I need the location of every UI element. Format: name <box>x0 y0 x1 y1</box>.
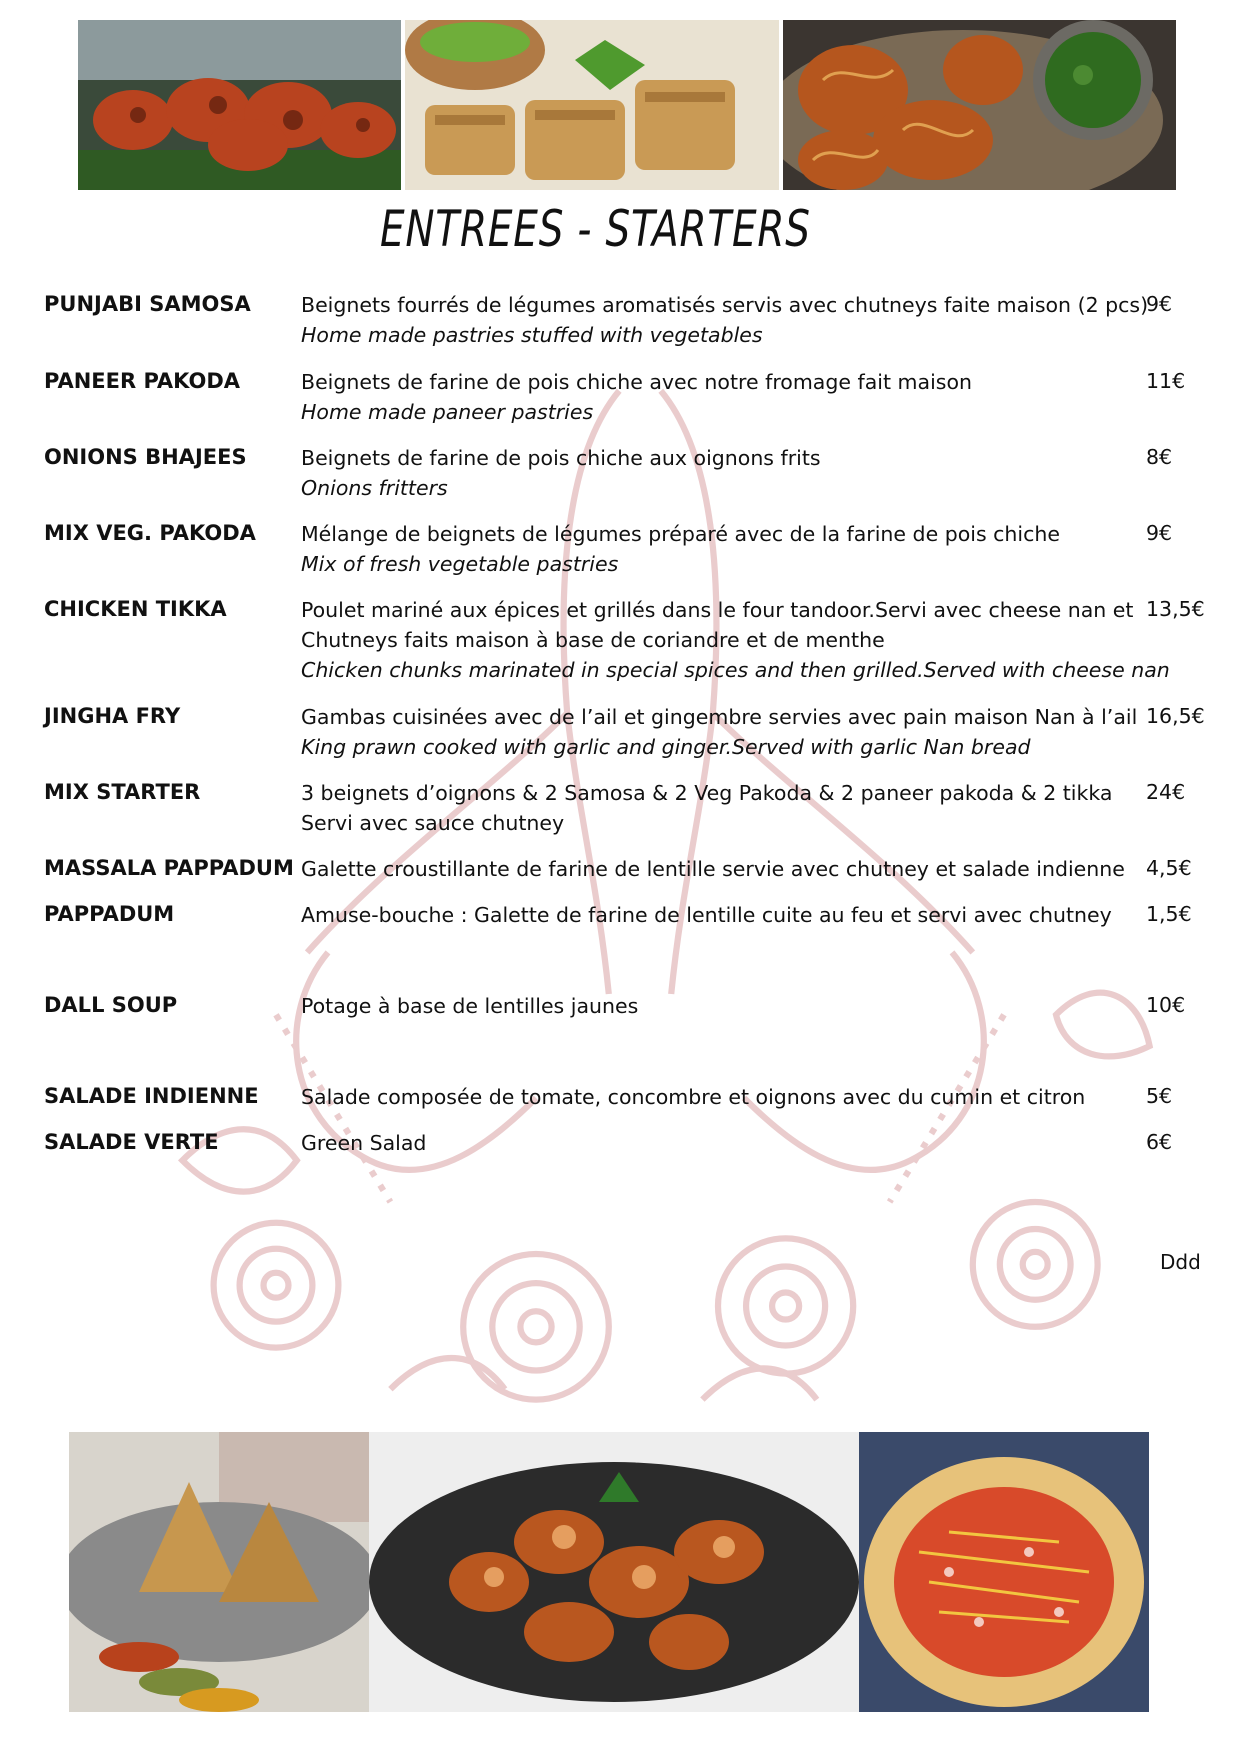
description-fr: Gambas cuisinées avec de l’ail et gingembre servies avec pain maison Nan à l’ail <box>301 705 1138 729</box>
item-name: SALADE INDIENNE <box>44 1084 259 1108</box>
item-description <box>301 1082 1201 1112</box>
item-description <box>301 702 1201 762</box>
massala-pappadum-photo <box>859 1432 1149 1712</box>
item-name: MIX STARTER <box>44 780 201 804</box>
top-photo-strip <box>78 20 1176 190</box>
item-price: 24€ <box>1146 780 1186 804</box>
item-description <box>301 778 1201 838</box>
item-price: 10€ <box>1146 993 1186 1017</box>
description-en: Mix of fresh vegetable pastries <box>301 552 619 576</box>
item-price: 9€ <box>1146 292 1173 316</box>
item-name: MIX VEG. PAKODA <box>44 521 256 545</box>
chicken-tikka-photo <box>78 20 401 190</box>
description-fr-line2: Chutneys faits maison à base de coriandre et de menthe <box>301 628 885 652</box>
description-fr: Beignets de farine de pois chiche aux oignons frits <box>301 446 821 470</box>
item-price: 6€ <box>1146 1130 1173 1154</box>
description-fr: Poulet mariné aux épices et grillés dans le four tandoor.Servi avec cheese nan et <box>301 598 1134 622</box>
description-fr: Amuse-bouche : Galette de farine de lentille cuite au feu et servi avec chutney <box>301 903 1112 927</box>
description-fr: Beignets fourrés de légumes aromatisés servis avec chutneys faite maison (2 pcs) <box>301 293 1149 317</box>
item-description <box>301 900 1201 930</box>
item-name: MASSALA PAPPADUM <box>44 856 294 880</box>
item-name: JINGHA FRY <box>44 704 181 728</box>
description-fr: Potage à base de lentilles jaunes <box>301 994 639 1018</box>
item-description <box>301 1128 1201 1158</box>
item-description <box>301 367 1201 427</box>
item-price: 1,5€ <box>1146 902 1192 926</box>
description-fr-line2: Servi avec sauce chutney <box>301 811 565 835</box>
footnote-text: Ddd <box>1160 1250 1201 1274</box>
item-price: 16,5€ <box>1146 704 1205 728</box>
item-price: 13,5€ <box>1146 597 1205 621</box>
item-name: PUNJABI SAMOSA <box>44 292 251 316</box>
description-en: Home made pastries stuffed with vegetables <box>301 323 763 347</box>
item-price: 9€ <box>1146 521 1173 545</box>
item-description <box>301 595 1201 685</box>
samosa-photo <box>69 1432 369 1712</box>
description-fr: 3 beignets d’oignons & 2 Samosa & 2 Veg Pakoda & 2 paneer pakoda & 2 tikka <box>301 781 1113 805</box>
item-price: 5€ <box>1146 1084 1173 1108</box>
item-description <box>301 519 1201 579</box>
description-en: Chicken chunks marinated in special spices and then grilled.Served with cheese nan <box>301 658 1170 682</box>
description-en: Home made paneer pastries <box>301 400 594 424</box>
item-name: ONIONS BHAJEES <box>44 445 247 469</box>
onion-bhajee-photo <box>783 20 1176 190</box>
description-fr: Galette croustillante de farine de lentille servie avec chutney et salade indienne <box>301 857 1125 881</box>
item-name: CHICKEN TIKKA <box>44 597 227 621</box>
samosa-chutney-photo <box>405 20 779 190</box>
description-fr: Salade composée de tomate, concombre et oignons avec du cumin et citron <box>301 1085 1086 1109</box>
bottom-photo-strip <box>69 1432 1149 1712</box>
item-name: PAPPADUM <box>44 902 175 926</box>
description-en: Onions fritters <box>301 476 448 500</box>
item-description <box>301 991 1201 1021</box>
description-en: King prawn cooked with garlic and ginger.Served with garlic Nan bread <box>301 735 1031 759</box>
jingha-fry-photo <box>369 1432 859 1712</box>
item-description <box>301 290 1201 350</box>
description-fr: Mélange de beignets de légumes préparé avec de la farine de pois chiche <box>301 522 1060 546</box>
item-name: SALADE VERTE <box>44 1130 219 1154</box>
item-price: 8€ <box>1146 445 1173 469</box>
item-name: PANEER PAKODA <box>44 369 241 393</box>
description-fr: Green Salad <box>301 1131 427 1155</box>
item-name: DALL SOUP <box>44 993 178 1017</box>
item-description <box>301 443 1201 503</box>
item-description <box>301 854 1201 884</box>
description-fr: Beignets de farine de pois chiche avec notre fromage fait maison <box>301 370 972 394</box>
item-price: 11€ <box>1146 369 1186 393</box>
item-price: 4,5€ <box>1146 856 1192 880</box>
page-title: ENTREES - STARTERS <box>380 200 811 258</box>
